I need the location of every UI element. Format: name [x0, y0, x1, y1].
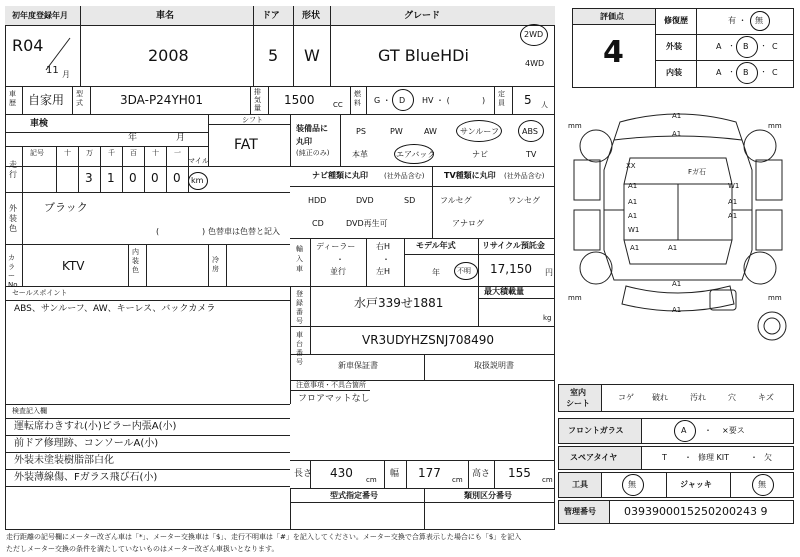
jack-label: ジャッキ — [680, 480, 712, 489]
interior-a: A — [716, 68, 722, 77]
doors: 5 — [268, 46, 279, 65]
usage-label: 車歴 — [9, 90, 16, 107]
footer-line-2: ただしメーター交換の条件を満たしていないものはメーター改ざん車扱いとなります。 — [6, 545, 279, 553]
length-label: 長さ — [294, 469, 313, 479]
digit-divider — [166, 146, 167, 192]
width-label: 幅 — [390, 469, 400, 479]
usage: 自家用 — [28, 93, 65, 107]
import-parallel: 並行 — [330, 267, 346, 276]
mileage-digit: 0 — [151, 171, 159, 185]
repair-selected: 無 — [755, 16, 763, 25]
spare-none: 欠 — [764, 453, 772, 462]
exterior-dot-2: ・ — [760, 42, 767, 50]
model-year-unit: 年 — [432, 268, 440, 277]
grade: GT BlueHDi — [378, 46, 469, 65]
fuel-close: ) — [482, 96, 486, 105]
shaken-month-unit: 月 — [176, 133, 186, 143]
tools-label: 工具 — [572, 480, 588, 489]
equip-ps: PS — [356, 127, 366, 136]
displacement-label: 排気量 — [254, 88, 261, 112]
max-load-label: 最大積載量 — [484, 287, 524, 296]
capacity-unit: 人 — [541, 101, 548, 109]
repair-history-label: 修復歴 — [664, 16, 688, 25]
chassis-label: 車台番号 — [296, 331, 303, 366]
displacement: 1500 — [284, 93, 315, 107]
model-label: 型式 — [76, 90, 83, 107]
manual: 取扱説明書 — [474, 361, 514, 370]
equip-aw: AW — [424, 127, 437, 136]
management-label: 管理番号 — [564, 507, 596, 516]
recycle-unit: 円 — [545, 268, 553, 277]
sheet-burn: コゲ — [618, 393, 634, 402]
height-cm: cm — [542, 476, 553, 484]
mark-left-quarter-w1: W1 — [628, 226, 640, 234]
sheet-tear: 破れ — [652, 393, 668, 402]
month-unit: 月 — [62, 70, 70, 79]
mark-rear-bumper: A1 — [672, 280, 682, 288]
front-glass-option: ×要ス — [722, 426, 745, 435]
spare-repair-kit: 修理 KIT — [698, 453, 730, 462]
mark-left-door-front: A1 — [628, 198, 638, 206]
tv-label-note: (社外品含む) — [504, 172, 545, 180]
mark-roof-front: A1 — [672, 112, 682, 120]
shift-label: シフト — [242, 116, 263, 124]
mark-right-quarter: A1 — [728, 212, 738, 220]
tv-analog: アナログ — [452, 219, 484, 228]
equipment-label-1: 装備品に — [296, 124, 328, 133]
plate-value: 水戸339せ1881 — [354, 296, 444, 310]
mm-label-4: mm — [768, 294, 782, 302]
digit-place-label: 百 — [130, 149, 137, 157]
inspector-note-line: 前ドア修理跡、コンソールA(小) — [14, 438, 159, 449]
spare-tire-label: スペアタイヤ — [570, 453, 618, 462]
equipment-label-3: (純正のみ) — [296, 149, 330, 157]
symbol-label: 記号 — [30, 149, 44, 157]
tools-value: 無 — [628, 480, 636, 489]
model-year-unknown: 不明 — [457, 267, 471, 275]
color-label: 外装色 — [9, 204, 17, 233]
fuel-g: G ・ — [374, 96, 391, 105]
navi-label: ナビ種類に丸印 — [312, 171, 368, 180]
chassis-value: VR3UDYHZSNJ708490 — [362, 333, 495, 347]
height-label: 高さ — [472, 469, 491, 479]
door-label: ドア — [262, 11, 280, 21]
inspector-note-line: 外装薄線傷、Fガラス飛び石(小) — [14, 472, 158, 483]
capacity: 5 — [524, 93, 532, 107]
ac-label: 冷房 — [212, 256, 219, 273]
interior-c: C — [772, 68, 778, 77]
mark-left-fender: A1 — [628, 182, 638, 190]
mark-xx: XX — [626, 162, 636, 170]
front-glass-selected: A — [681, 426, 687, 435]
category-label: 類別区分番号 — [464, 491, 512, 500]
exterior-label: 外装 — [666, 42, 682, 51]
digit-divider — [144, 146, 145, 192]
mark-right-door: A1 — [728, 198, 738, 206]
inspector-label: 検査記入欄 — [12, 407, 47, 415]
navi-hdd: HDD — [308, 196, 327, 205]
digit-place-label: 千 — [108, 149, 115, 157]
tv-oneseg: ワンセグ — [508, 196, 540, 205]
digit-place-label: 一 — [174, 149, 181, 157]
mark-windshield: Fガ石 — [688, 168, 707, 176]
navi-cd: CD — [312, 219, 324, 228]
mark-bumper-bottom: A1 — [672, 306, 682, 314]
model: 3DA-P24YH01 — [120, 93, 204, 107]
car-damage-diagram — [560, 100, 796, 376]
equip-sunroof: サンルーフ — [460, 127, 499, 136]
first-registration-label: 初年度登録年月 — [12, 11, 68, 20]
mileage-label: 走行 — [9, 160, 17, 179]
spare-dot-1: ・ — [684, 453, 692, 462]
model-year-label: モデル年式 — [416, 241, 456, 250]
score-label: 評価点 — [600, 12, 624, 21]
color-paren-close: ) — [202, 227, 206, 236]
mark-rear-left: A1 — [630, 244, 640, 252]
mark-left-door-rear: A1 — [628, 212, 638, 220]
digit-place-label: 十 — [152, 149, 159, 157]
spare-dot-2: ・ — [750, 453, 758, 462]
digit-divider — [78, 146, 79, 192]
width-cm: cm — [452, 476, 463, 484]
sales-point-label: セールスポイント — [12, 289, 68, 297]
sheet-hole: 穴 — [728, 393, 736, 402]
drive-4wd: 4WD — [525, 59, 545, 68]
import-right-h: 右H — [376, 242, 391, 251]
mark-trunk: A1 — [668, 244, 678, 252]
mile-label: マイル — [188, 157, 209, 165]
cc-unit: CC — [333, 101, 343, 109]
grade-label: グレード — [404, 11, 441, 21]
color-no: KTV — [62, 259, 85, 273]
footer-line-1: 走行距離の記号欄にメーター改ざん車は「*」、メーター交換車は「$」、走行不明車は「#」を記入してください。メーター交換で合算表示した場合にも「$」を記入 — [6, 533, 522, 541]
import-dealer: ディーラー — [316, 242, 356, 251]
sheet-scratch: キズ — [758, 393, 774, 402]
fuel-hv: HV ・ ( — [422, 96, 450, 105]
max-load-kg: kg — [543, 314, 552, 322]
first-registration-era-year: R04 — [12, 36, 44, 55]
drive-2wd: 2WD — [524, 30, 544, 39]
color-value: ブラック — [44, 201, 88, 214]
interior-sheet-label-2: シート — [566, 399, 590, 408]
digit-divider — [122, 146, 123, 192]
front-glass-dot: ・ — [704, 426, 712, 435]
digit-divider — [100, 146, 101, 192]
shaken-label: 車検 — [30, 119, 49, 129]
interior-dot-1: ・ — [728, 68, 735, 76]
header-row-bg — [5, 6, 555, 26]
jack-value: 無 — [758, 480, 766, 489]
capacity-label: 定員 — [498, 90, 505, 107]
recycle-label: リサイクル預託金 — [482, 241, 545, 250]
sheet-stain: 汚れ — [690, 393, 706, 402]
car-name-label: 車名 — [156, 11, 175, 21]
navi-sd: SD — [404, 196, 416, 205]
score-value: 4 — [603, 35, 624, 70]
digit-place-label: 万 — [86, 149, 93, 157]
import-dot: ・ — [336, 255, 344, 264]
notes-text: フロアマットなし — [298, 394, 370, 404]
mileage-digit: 0 — [129, 171, 137, 185]
mm-label-1: mm — [568, 122, 582, 130]
navi-dvd-playable: DVD再生可 — [346, 219, 388, 228]
tv-label: TV種類に丸印 — [444, 171, 496, 180]
equip-pw: PW — [390, 127, 403, 136]
equip-tv: TV — [526, 150, 537, 159]
fuel-d: D — [399, 96, 406, 105]
equip-leather: 本革 — [352, 150, 368, 159]
digit-place-label: 十 — [64, 149, 71, 157]
interior-sheet-label-1: 室内 — [570, 388, 586, 397]
exterior-c: C — [772, 42, 778, 51]
mark-hood: A1 — [672, 130, 682, 138]
interior-b: B — [743, 68, 749, 77]
repair-options: 有 ・ — [728, 16, 747, 25]
width-value: 177 — [418, 466, 441, 480]
sales-point-text: ABS、サンルーフ、AW、キーレス、バックカメラ — [14, 304, 216, 314]
recycle-value: 17,150 — [490, 262, 532, 276]
equip-navi: ナビ — [472, 150, 488, 159]
interior-label: 内装 — [666, 68, 682, 77]
km-label: km — [191, 176, 204, 185]
plate-label: 登録番号 — [296, 290, 303, 325]
equip-abs: ABS — [522, 127, 538, 136]
length-value: 430 — [330, 466, 353, 480]
notes-label: 注意事項・不具合箇所 — [296, 381, 366, 389]
exterior-b: B — [743, 42, 749, 51]
import-left-h: 左H — [376, 267, 391, 276]
fuel-label: 燃料 — [354, 90, 361, 107]
designation-label: 型式指定番号 — [330, 491, 378, 500]
color-note: 色替車は色替と記入 — [208, 227, 280, 236]
front-glass-label: フロントガラス — [568, 426, 624, 435]
import-dot-2: ・ — [382, 255, 390, 264]
mileage-digit: 3 — [85, 171, 93, 185]
exterior-a: A — [716, 42, 722, 51]
equipment-label-2: 丸印 — [296, 137, 312, 146]
interior-color-label: 内装色 — [132, 248, 139, 274]
shape-label: 形状 — [302, 11, 321, 21]
navi-dvd: DVD — [356, 196, 374, 205]
mileage-digit: 0 — [173, 171, 181, 185]
management-value: 0393900015250200243 9 — [624, 505, 768, 518]
color-paren-open: ( — [156, 227, 160, 236]
first-registration-month: 11 — [46, 65, 59, 76]
equip-airbag: エアバック — [396, 150, 436, 159]
shaken-year-unit: 年 — [128, 133, 138, 143]
spare-t: T — [662, 453, 667, 462]
interior-dot-2: ・ — [760, 68, 767, 76]
shape: W — [304, 46, 320, 65]
color-no-label: カラーNo. — [8, 254, 20, 289]
mm-label-2: mm — [768, 122, 782, 130]
height-value: 155 — [508, 466, 531, 480]
import-label: 輸入車 — [296, 245, 303, 273]
new-car-warranty: 新車保証書 — [338, 361, 378, 370]
tv-fullseg: フルセグ — [440, 196, 472, 205]
mm-label-3: mm — [568, 294, 582, 302]
inspector-note-line: 運転席わきすれ(小)ピラー内張A(小) — [14, 421, 177, 432]
navi-label-note: (社外品含む) — [384, 172, 425, 180]
mark-right-door-w1: W1 — [728, 182, 740, 190]
shift: FAT — [234, 137, 258, 153]
length-cm: cm — [366, 476, 377, 484]
mileage-digit: 1 — [107, 171, 115, 185]
car-name: 2008 — [148, 46, 189, 65]
inspector-note-line: 外装未塗装樹脂部白化 — [14, 455, 114, 466]
exterior-dot-1: ・ — [728, 42, 735, 50]
